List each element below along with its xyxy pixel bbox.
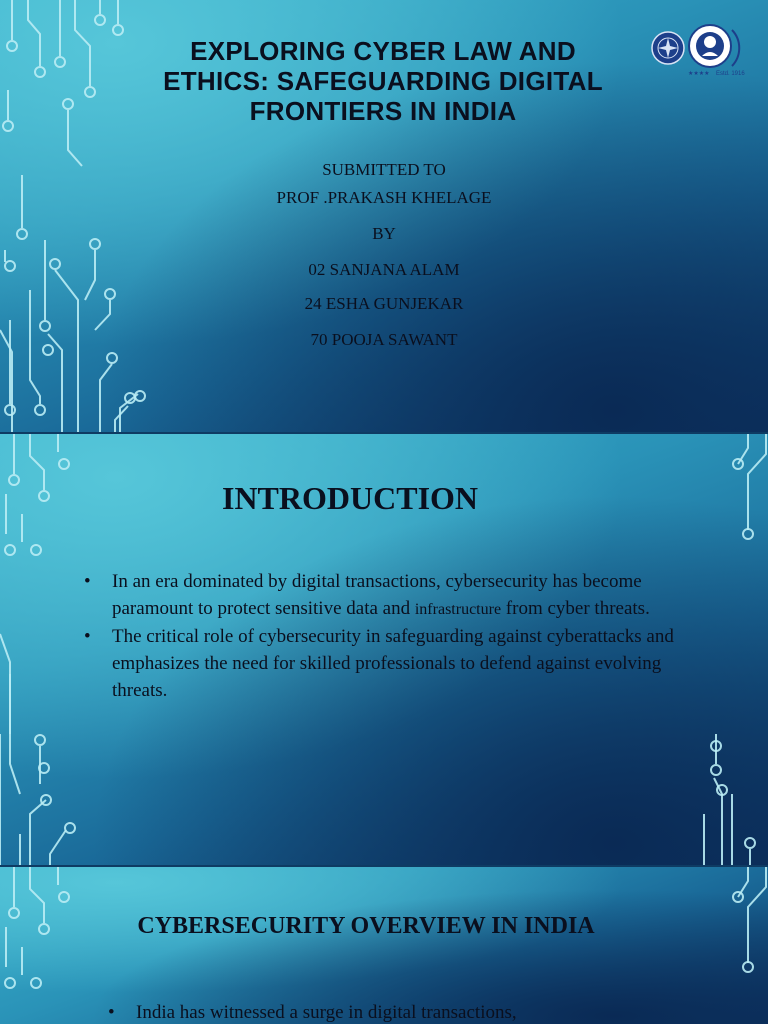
title-slide [0, 0, 768, 432]
author-1: 02 SANJANA ALAM [308, 260, 460, 279]
logo-estd-text: Estd. 1916 [716, 71, 745, 77]
bullet-1-text-small: infrastructure [414, 601, 502, 618]
slide-heading: INTRODUCTION [221, 480, 479, 516]
bullet-1-text: India has witnessed a surge in digital transactions, [136, 1002, 517, 1023]
title-line-1: EXPLORING CYBER LAW AND [190, 36, 576, 66]
author-2: 24 ESHA GUNJEKAR [304, 294, 464, 313]
title-line-2: ETHICS: SAFEGUARDING DIGITAL [163, 66, 603, 96]
slide-heading: CYBERSECURITY OVERVIEW IN INDIA [137, 913, 595, 939]
bullet-list [108, 999, 728, 1024]
title-line-3: FRONTIERS IN INDIA [249, 96, 517, 126]
circuit-decoration-right [698, 434, 768, 865]
bullet-2-text: The critical role of cybersecurity in safeguarding against cyberattacks and emphasizes the need for skilled professionals to defend against evolving threats. [112, 626, 674, 701]
presentation-title [100, 36, 666, 126]
bullet-marker: • [84, 626, 91, 647]
bullet-1-text-a: In an era dominated by digital transactions, cybersecurity has become paramount to protect sensitive data and [112, 571, 642, 619]
bullet-marker: • [108, 1002, 115, 1023]
circuit-decoration-left [0, 434, 80, 865]
submitted-to-label: SUBMITTED TO [322, 160, 446, 179]
introduction-slide [0, 434, 768, 865]
bullet-item [84, 623, 704, 704]
author-3: 70 POOJA SAWANT [310, 330, 458, 349]
professor-name: PROF .PRAKASH KHELAGE [276, 188, 492, 207]
svg-text:★★★★: ★★★★ [688, 71, 710, 77]
bullet-list [84, 568, 704, 704]
bullet-item [108, 999, 728, 1024]
circuit-decoration-left [0, 867, 80, 1024]
overview-slide [0, 867, 768, 1024]
university-logo [648, 22, 758, 78]
by-label: BY [372, 224, 396, 243]
bullet-item [84, 568, 704, 623]
bullet-1-text-b: from cyber threats. [501, 598, 650, 619]
bullet-marker: • [84, 571, 91, 592]
